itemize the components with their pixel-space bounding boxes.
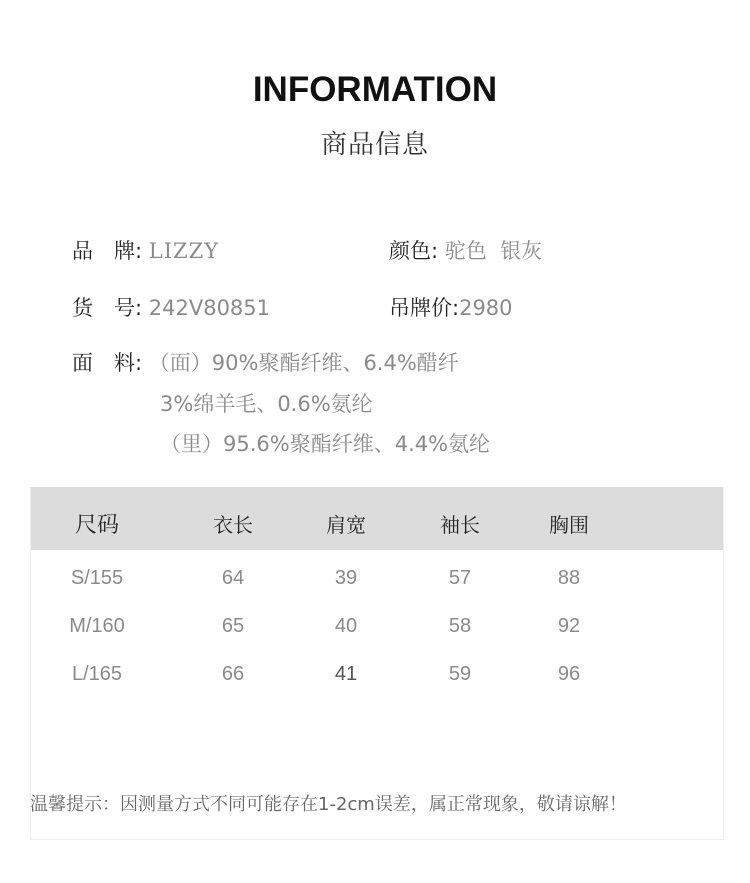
header-chest: 胸围 — [549, 513, 589, 537]
page-title-en: INFORMATION — [252, 70, 498, 109]
cell-chest: 92 — [557, 615, 581, 637]
header-sleeve: 袖长 — [440, 513, 480, 537]
cell-chest: 96 — [557, 663, 581, 685]
sku-row — [72, 292, 270, 322]
size-table-header — [31, 487, 723, 550]
sku-label: 货 号: — [72, 296, 143, 320]
cell-size: M/160 — [69, 615, 125, 637]
header-length: 衣长 — [213, 513, 253, 537]
cell-length: 66 — [221, 663, 245, 685]
brand-value: LIZZY — [148, 239, 220, 263]
sku-value: 242V80851 — [148, 296, 271, 320]
cell-sleeve: 59 — [448, 663, 472, 685]
fabric-row — [72, 347, 459, 377]
price-row — [389, 292, 513, 322]
cell-shoulder: 40 — [334, 615, 358, 637]
cell-length: 64 — [221, 567, 245, 589]
cell-sleeve: 57 — [448, 567, 472, 589]
cell-length: 65 — [221, 615, 245, 637]
size-table — [30, 487, 724, 840]
color-row — [389, 235, 542, 265]
price-value: 2980 — [459, 296, 513, 320]
brand-label: 品 牌: — [72, 239, 143, 263]
cell-size: L/165 — [71, 663, 123, 685]
cell-size: S/155 — [70, 567, 124, 589]
fabric-label: 面 料: — [72, 351, 143, 375]
fabric-line-1: （面）90%聚酯纤维、6.4%醋纤 — [148, 351, 459, 375]
fabric-line-2: 3%绵羊毛、0.6%氨纶 — [160, 392, 373, 416]
cell-shoulder: 41 — [334, 663, 358, 685]
cell-shoulder: 39 — [334, 567, 358, 589]
fabric-line-3: （里）95.6%聚酯纤维、4.4%氨纶 — [160, 432, 491, 456]
page-title-cn: 商品信息 — [320, 130, 429, 160]
header-size: 尺码 — [74, 513, 120, 538]
cell-chest: 88 — [557, 567, 581, 589]
price-label: 吊牌价: — [389, 296, 460, 320]
color-value: 驼色 银灰 — [444, 239, 543, 263]
header-shoulder: 肩宽 — [326, 513, 366, 537]
color-label: 颜色: — [389, 239, 439, 263]
cell-sleeve: 58 — [448, 615, 472, 637]
brand-row — [72, 235, 219, 265]
measurement-note: 温馨提示：因测量方式不同可能存在1-2cm误差，属正常现象，敬请谅解！ — [30, 794, 627, 815]
